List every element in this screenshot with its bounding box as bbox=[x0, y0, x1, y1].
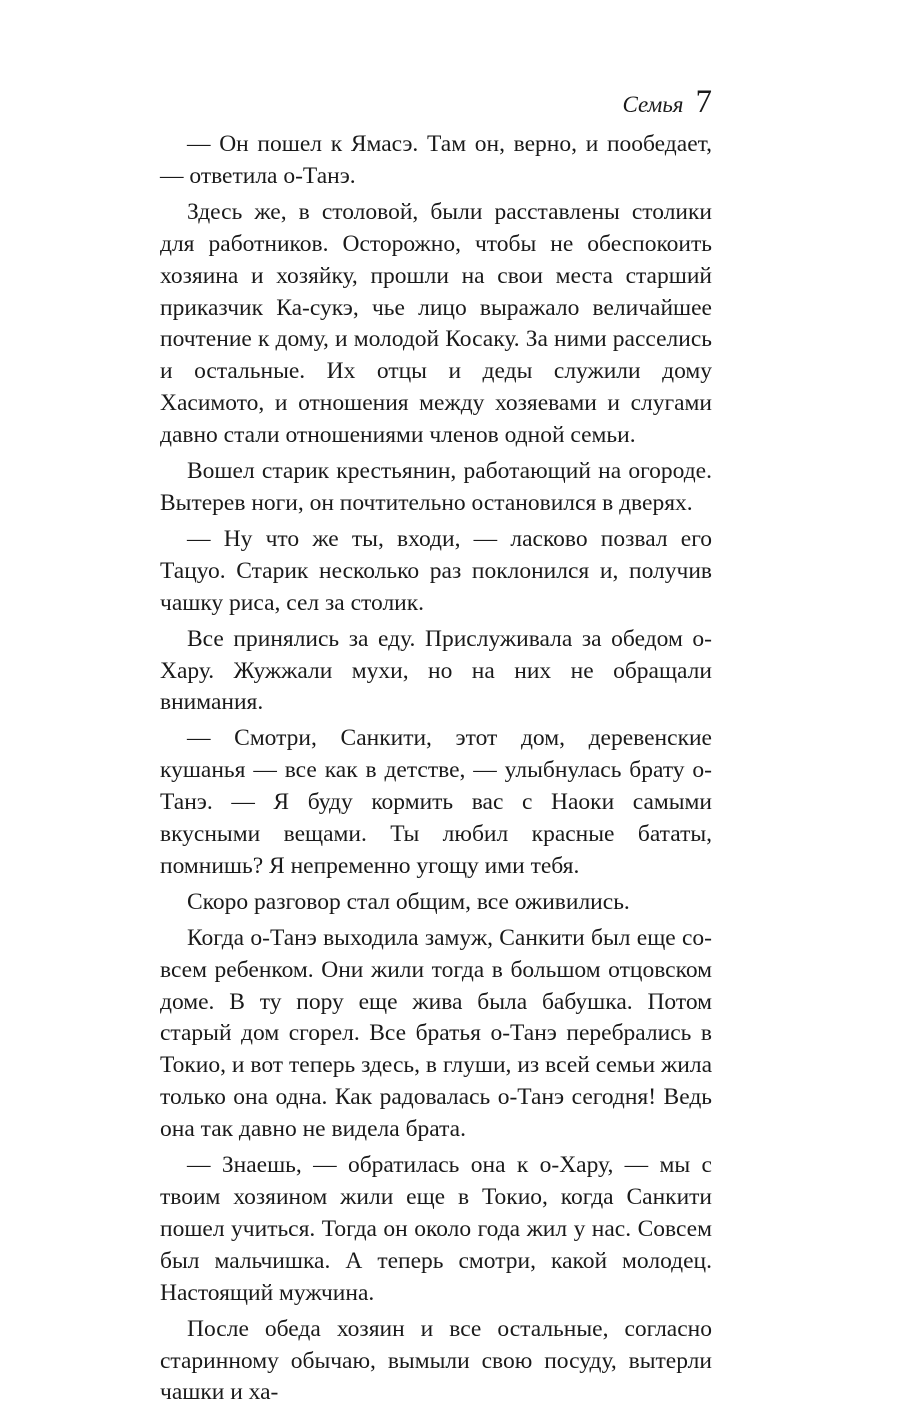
page-number: 7 bbox=[695, 84, 712, 120]
paragraph: — Смотри, Санкити, этот дом, деревенские кушанья — все как в детстве, — улыбнулась брату о-Танэ. — Я буду кормить вас с Наоки самыми вкусными вещами. Ты любил красные бататы, помнишь? Я непременно угощу ими тебя. bbox=[160, 725, 712, 879]
paragraph: После обеда хозяин и все остальные, согласно старинному обычаю, вымыли свою посуду, вытерли чашки и ха- bbox=[160, 1315, 712, 1406]
chapter-title: Семья bbox=[622, 92, 684, 117]
paragraph: Когда о-Танэ выходила замуж, Санкити был еще совсем ребенком. Они жили тогда в большом отцовском доме. В ту пору еще жива была бабушка. Потом старый дом сгорел. Все братья о-Танэ перебрались в Токио, и вот теперь здесь, в глуши, из всей семьи жила только она одна. Как радовалась о-Танэ сегодня! Ведь она так давно не видела брата. bbox=[160, 924, 712, 1143]
paragraph: Вошел старик крестьянин, работающий на огороде. Вытерев ноги, он почтительно остановился в дверях. bbox=[160, 458, 712, 516]
paragraph: — Ну что же ты, входи, — ласково позвал его Тацуо. Старик несколько раз поклонился и, получив чашку риса, сел за столик. bbox=[160, 525, 712, 616]
paragraph: Здесь же, в столовой, были расставлены столики для работников. Осторожно, чтобы не обеспокоить хозяина и хозяйку, прошли на свои места старший приказчик Ка-сукэ, чье лицо выражало величайшее почтение к дому, и молодой Косаку. За ними расселись и остальные. Их отцы и деды служили дому Хасимото, и отношения между хозяевами и слугами давно стали отношениями членов одной семьи. bbox=[160, 198, 712, 449]
running-head bbox=[623, 84, 712, 121]
body-text bbox=[160, 129, 712, 1413]
paragraph: Все принялись за еду. Прислуживала за обедом о-Хару. Жужжали мухи, но на них не обращали внимания. bbox=[160, 625, 712, 716]
paragraph: — Знаешь, — обратилась она к о-Хару, — мы с твоим хозяином жили еще в Токио, когда Санкити пошел учиться. Тогда он около года жил у нас. Совсем был мальчишка. А теперь смотри, какой молодец. Настоящий мужчина. bbox=[160, 1152, 712, 1306]
paragraph: Скоро разговор стал общим, все оживились. bbox=[187, 888, 630, 915]
paragraph: — Он пошел к Ямасэ. Там он, верно, и пообедает, — ответила о-Танэ. bbox=[160, 131, 712, 189]
